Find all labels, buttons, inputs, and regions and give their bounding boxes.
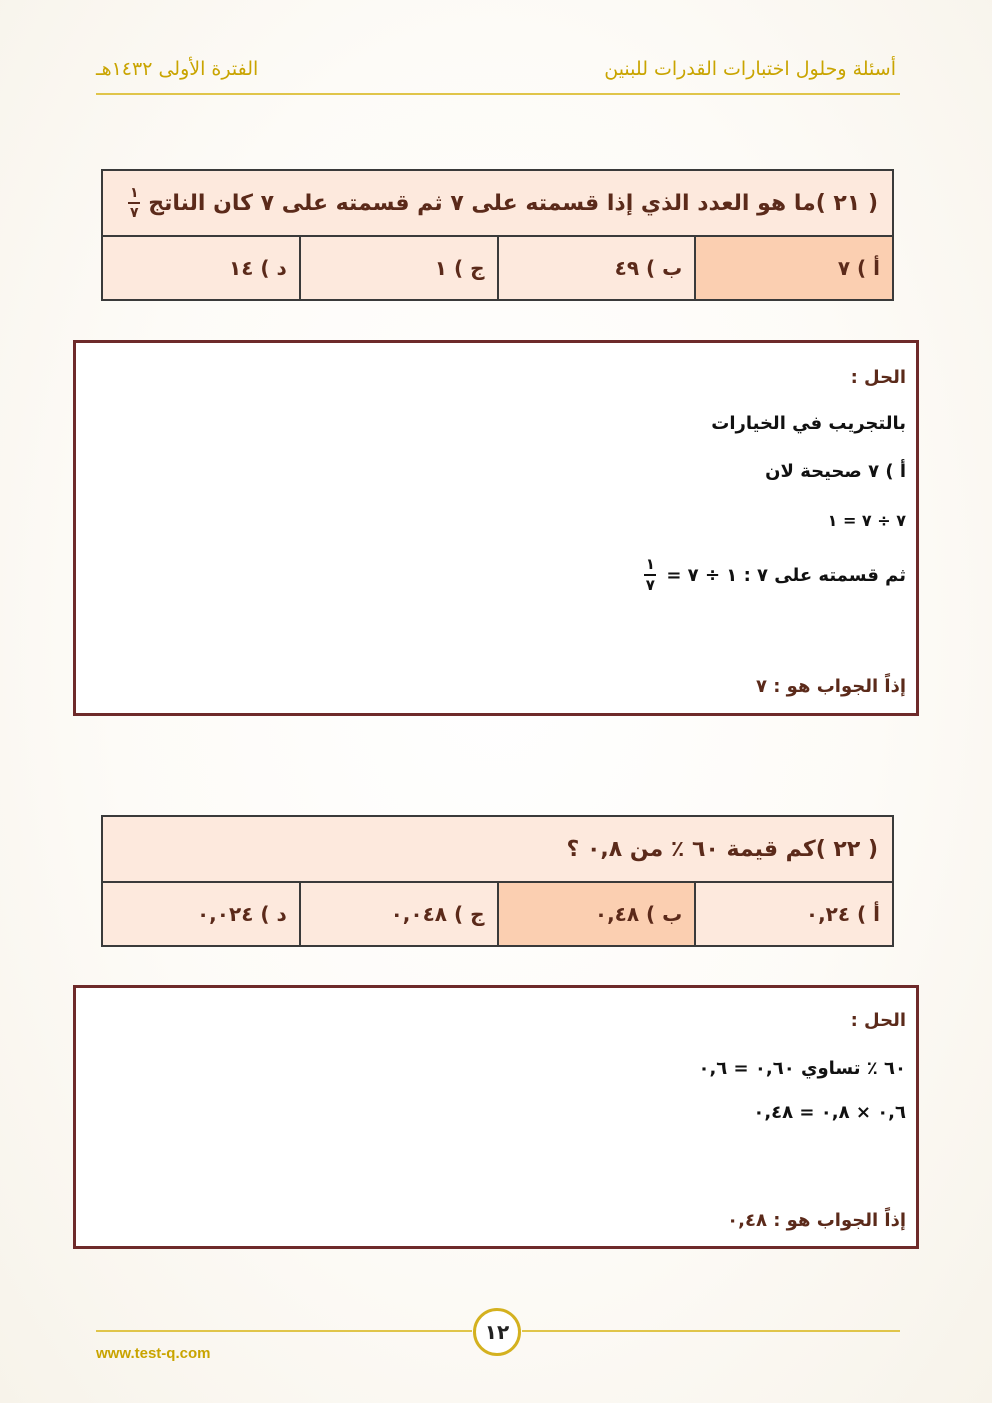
option-d[interactable]: د ) ١٤ [103, 237, 299, 299]
solution-22-box [73, 985, 919, 1249]
option-b[interactable]: ب ) ٠,٤٨ [497, 883, 695, 945]
fraction-bar [128, 202, 140, 204]
solution-answer: إذاً الجواب هو : ٧ [755, 676, 906, 697]
solution-line-fraction [640, 557, 906, 593]
footer-url[interactable]: www.test-q.com [96, 1345, 211, 1362]
solution-line: ثم قسمته على ٧ : ١ ÷ ٧ = [666, 564, 906, 586]
fraction-numerator: ١ [130, 185, 139, 201]
option-c[interactable]: ج ) ٠,٠٤٨ [299, 883, 497, 945]
question-22-table [101, 815, 894, 947]
solution-fraction [644, 557, 656, 593]
question-22-row [103, 817, 892, 883]
solution-line: بالتجريب في الخيارات [711, 413, 906, 434]
header-period: الفترة الأولى ١٤٣٢هـ [96, 58, 259, 80]
question-21-row [103, 171, 892, 237]
solution-21-box [73, 340, 919, 716]
solution-heading: الحل : [850, 367, 906, 388]
fraction-numerator: ١ [645, 555, 655, 573]
header-divider [96, 93, 900, 95]
solution-answer: إذاً الجواب هو : ٠,٤٨ [727, 1210, 906, 1231]
question-21-options [103, 237, 892, 299]
header-title: أسئلة وحلول اختبارات القدرات للبنين [604, 58, 896, 80]
question-21-label: ( ٢١ )ما هو العدد الذي إذا قسمته على ٧ ثم قسمته على ٧ كان الناتج [148, 190, 878, 216]
question-22-options [103, 883, 892, 945]
option-a[interactable]: أ ) ٧ [694, 237, 892, 299]
solution-line: ٦٠ ٪ تساوي ٠,٦٠ = ٠,٦ [698, 1058, 906, 1079]
page-number: ١٢ [473, 1308, 521, 1356]
option-c[interactable]: ج ) ١ [299, 237, 497, 299]
option-d[interactable]: د ) ٠,٠٢٤ [103, 883, 299, 945]
solution-heading: الحل : [850, 1010, 906, 1031]
option-b[interactable]: ب ) ٤٩ [497, 237, 695, 299]
solution-line: أ ) ٧ صحيحة لان [765, 461, 906, 482]
fraction-denominator: ٧ [130, 205, 139, 221]
option-a[interactable]: أ ) ٠,٢٤ [694, 883, 892, 945]
fraction-denominator: ٧ [645, 576, 655, 594]
question-21-table [101, 169, 894, 301]
solution-line: ٠,٦ × ٠,٨ = ٠,٤٨ [753, 1102, 906, 1123]
question-21-fraction [128, 186, 140, 220]
solution-line: ٧ ÷ ٧ = ١ [827, 511, 906, 530]
footer-divider-left [96, 1330, 472, 1332]
question-21-text [124, 186, 878, 220]
footer-divider-right [522, 1330, 900, 1332]
question-22-text: ( ٢٢ )كم قيمة ٦٠ ٪ من ٠,٨ ؟ [566, 836, 878, 862]
